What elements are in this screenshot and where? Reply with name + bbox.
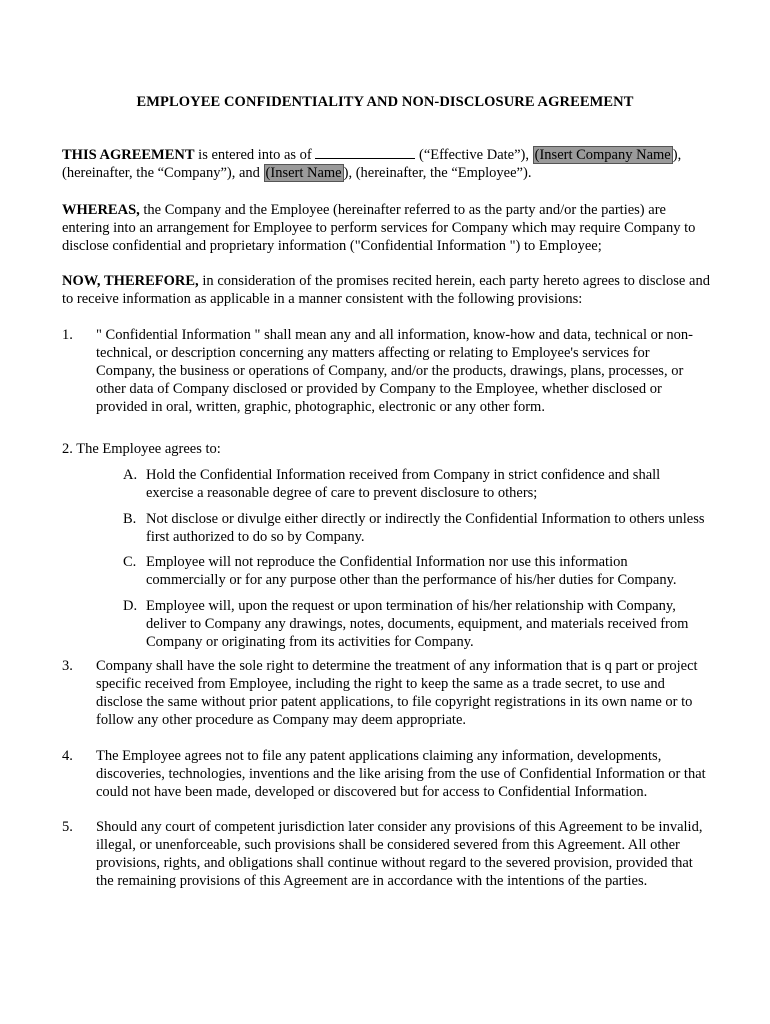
clause-4-number: 4. [62,748,73,764]
intro-text-1: is entered into as of [194,147,316,163]
therefore-text: in consideration of the promises recited herein, each party hereto agrees to disclose and to receive information as applicable in a manner consistent with the following provisions: [62,273,710,307]
intro-text-4: (hereinafter, the “Company”), and [62,165,264,181]
intro-lead: THIS AGREEMENT [62,147,195,163]
therefore-lead: NOW, THEREFORE, [62,273,199,289]
clause-2b-letter: B. [123,511,137,527]
clause-2-heading: 2. The Employee agrees to: [62,441,221,457]
intro-paragraph [62,146,710,182]
clause-2d-text: Employee will, upon the request or upon termination of his/her relationship with Company, deliver to Company any drawings, notes, documents, equipment, and materials received from Company or originating from its activities for Company. [146,598,689,650]
clause-1-text: " Confidential Information " shall mean any and all information, know-how and data, technical or non-technical, or description concerning any matters affecting or relating to Employee's services for Company, the business or operations of Company, and/or the products, drawings, plans, processes, or other data of Company disclosed or provided by Company to the Employee, whether disclosed or provided in oral, written, graphic, photographic, electronic or any other form. [96,327,693,415]
clause-2b-text: Not disclose or divulge either directly or indirectly the Confidential Information to others unless first authorized to do so by Company. [146,511,705,545]
whereas-lead: WHEREAS, [62,202,140,218]
clause-2d-letter: D. [123,598,138,614]
clause-3-text: Company shall have the sole right to determine the treatment of any information that is q part or project specific received from Employee, including the right to keep the same as a trade secret, to use and disclose the same without prior patent applications, to file copyright registrations in its own name or to follow any other procedure as Company may deem appropriate. [96,658,698,728]
clause-2a-letter: A. [123,467,138,483]
clause-4-text: The Employee agrees not to file any patent applications claiming any information, developments, discoveries, technologies, inventions and the like arising from the use of Confidential Information or that could not have been made, developed or discovered but for access to Confidential Information. [96,748,706,800]
whereas-text: the Company and the Employee (hereinafter referred to as the party and/or the parties) are entering into an arrangement for Employee to perform services for Company which may require Company to disclose confidential and proprietary information ("Confidential Information ") to Employee; [62,202,696,254]
intro-text-2: (“Effective Date”), [415,147,533,163]
clause-5-number: 5. [62,819,73,835]
document-title: EMPLOYEE CONFIDENTIALITY AND NON-DISCLOSURE AGREEMENT [136,94,634,110]
clause-2c-letter: C. [123,554,137,570]
employee-name-field[interactable]: (Insert Name [265,165,342,181]
whereas-paragraph [62,201,710,255]
clause-2a-text: Hold the Confidential Information received from Company in strict confidence and shall exercise a reasonable degree of care to prevent disclosure to others; [146,467,661,501]
effective-date-blank[interactable] [315,146,415,159]
clause-5-text: Should any court of competent jurisdiction later consider any provisions of this Agreement to be invalid, illegal, or unenforceable, such provisions shall be considered severed from this Agreement. All other provisions, rights, and obligations shall continue without regard to the severed provision, provided that the remaining provisions of this Agreement are in accordance with the intentions of the parties. [96,819,703,889]
intro-text-3: ), [672,147,682,163]
company-name-field[interactable]: (Insert Company Name [534,147,671,163]
intro-text-5: ), (hereinafter, the “Employee”). [343,165,532,181]
clause-1-number: 1. [62,327,73,343]
clause-3-number: 3. [62,658,73,674]
clause-2c-text: Employee will not reproduce the Confidential Information nor use this information commercially or for any purpose other than the performance of his/her duties for Company. [146,554,677,588]
therefore-paragraph [62,272,710,308]
